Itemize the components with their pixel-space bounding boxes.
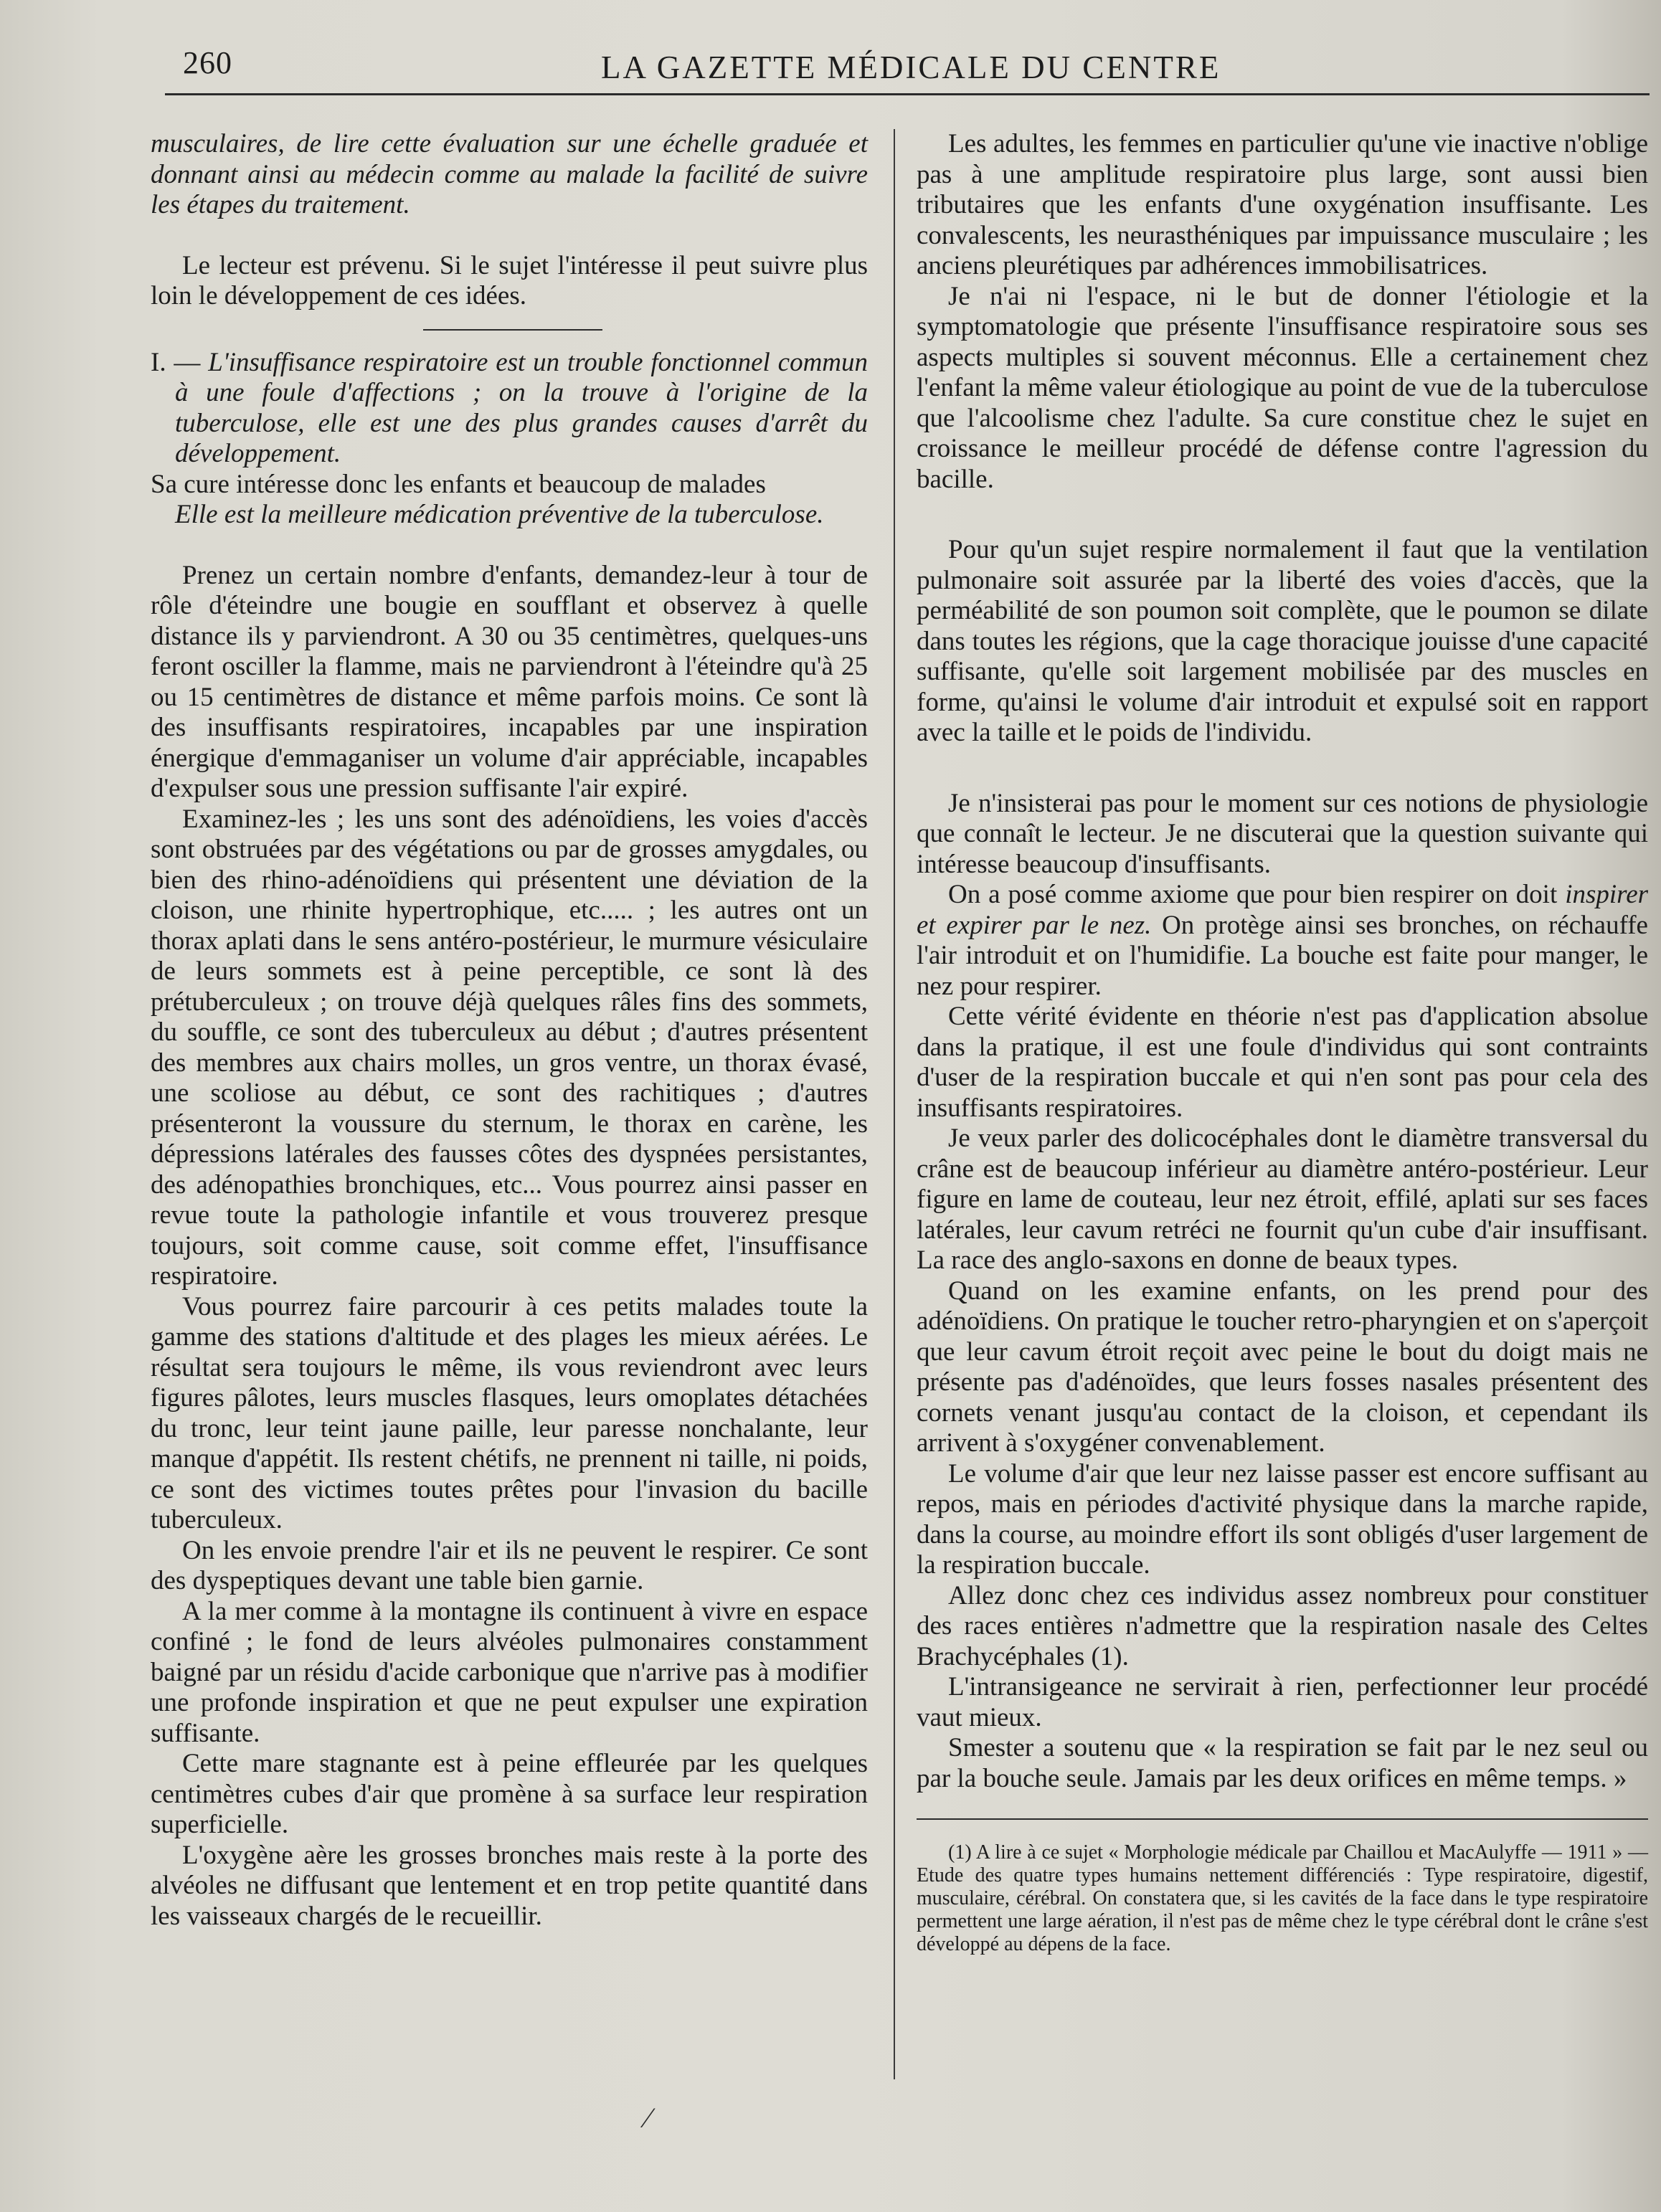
left-column <box>151 129 868 1932</box>
section-heading-line: Sa cure intéresse donc les enfants et beaucoup de malades <box>151 469 766 499</box>
paragraph: L'intransigeance ne servirait à rien, perfectionner leur procédé vaut mieux. <box>917 1672 1648 1732</box>
paragraph: Examinez-les ; les uns sont des adénoïdiens, les voies d'accès sont obstruées par des végétations ou par de grosses amygdales, ou bien des rhino-adénoïdiens qui présentent une déviation de la cloison, une rhinite hypertrophique, etc..... ; les autres ont un thorax aplati dans le sens antéro-postérieur, le murmure vésiculaire de leurs sommets est à peine perceptible, ce sont là des prétuberculeux ; on trouve déjà quelques râles fins des sommets, du souffle, ce sont des tuberculeux au début ; d'autres présentent des membres aux chairs molles, un gros ventre, un thorax évasé, une scoliose au début, ce sont des rachitiques ; d'autres présenteront la voussure du sternum, le thorax en carène, les dépressions latérales des fausses côtes des dyspnées persistantes, des adénopathies bronchiques, etc... Vous pourrez ainsi passer en revue toute la pathologie infantile et vous trouverez presque toujours, soit comme cause, soit comme effet, l'insuffisance respiratoire. <box>151 804 868 1291</box>
section-heading-text: L'insuffisance respiratoire est un trouble fonctionnel commun à une foule d'affections ; on la trouve à l'origine de la tuberculose, elle est une des plus grandes causes d'arrêt du développement. <box>175 347 869 468</box>
paragraph <box>917 880 1648 1002</box>
paragraph: L'oxygène aère les grosses bronches mais reste à la porte des alvéoles ne diffusant que lentement et en trop petite quantité dans les vaisseaux chargés de le recueillir. <box>151 1840 868 1931</box>
section-heading-line: Elle est la meilleure médication préventive de la tuberculose. <box>175 500 824 529</box>
page-header <box>165 42 1650 92</box>
paragraph: A la mer comme à la montagne ils continuent à vivre en espace confiné ; le fond de leurs alvéoles pulmonaires constamment baigné par un résidu d'acide carbonique que n'arrive pas à modifier une profonde inspiration et que ne peut expulser une expiration suffisante. <box>151 1596 868 1748</box>
right-column <box>917 129 1648 1956</box>
paragraph: Cette mare stagnante est à peine effleurée par les quelques centimètres cubes d'air que promène à sa surface leur respiration superficielle. <box>151 1749 868 1839</box>
paragraph: Pour qu'un sujet respire normalement il faut que la ventilation pulmonaire soit assurée par la liberté des voies d'accès, que la perméabilité de son poumon soit complète, que le poumon se dilate dans toutes les régions, que la cage thoracique jouisse d'une capacité suffisante, qu'elle soit largement mobilisée par des muscles en forme, qu'ainsi le volume d'air introduit et expulsé soit en rapport avec la taille et le poids de l'individu. <box>917 535 1648 747</box>
paragraph: Prenez un certain nombre d'enfants, demandez-leur à tour de rôle d'éteindre une bougie en soufflant et observez à quelle distance ils y parviendront. A 30 ou 35 centimètres, quelques-uns feront osciller la flamme, mais ne parviendront à l'éteindre qu'à 25 ou 15 centimètres de distance et même parfois moins. Ce sont là des insuffisants respiratoires, incapables par une inspiration énergique d'emmaganiser un volume d'air appréciable, incapables d'expulser sous une pression suffisante l'air expiré. <box>151 560 868 803</box>
paragraph: Je n'insisterai pas pour le moment sur ces notions de physiologie que connaît le lecteur. Je ne discuterai que la question suivante qui intéresse beaucoup d'insuffisants. <box>917 788 1648 879</box>
section-divider <box>423 329 602 331</box>
section-heading <box>151 348 868 470</box>
header-rule <box>165 93 1650 95</box>
paragraph: Les adultes, les femmes en particulier qu'une vie inactive n'oblige pas à une amplitude respiratoire plus large, sont aussi bien tributaires que les enfants d'une oxygénation insuffisante. Les convalescents, les neurasthéniques par impuissance musculaire ; les anciens pleurétiques par adhérences immobilisatrices. <box>917 129 1648 280</box>
paragraph: Le lecteur est prévenu. Si le sujet l'intéresse il peut suivre plus loin le développement de ces idées. <box>151 250 868 310</box>
footnote: (1) A lire à ce sujet « Morphologie médicale par Chaillou et MacAulyffe — 1911 » — Etude des quatre types humains nettement différenciés : Type respiratoire, digestif, musculaire, cérébral. On constatera que, si les cavités de la face dans le type respiratoire permettent une large aération, il n'est pas de même chez le type cérébral dont le crâne s'est développé au dépens de la face. <box>917 1841 1648 1955</box>
paragraph: musculaires, de lire cette évaluation sur une échelle graduée et donnant ainsi au médecin comme au malade la facilité de suivre les étapes du traitement. <box>151 129 868 219</box>
paragraph: Cette vérité évidente en théorie n'est pas d'application absolue dans la pratique, il est une foule d'individus qui sont contraints d'user de la respiration buccale et qui n'en sont pas pour cela des insuffisants respiratoires. <box>917 1002 1648 1123</box>
paragraph: Je n'ai ni l'espace, ni le but de donner l'étiologie et la symptomatologie que présente l'insuffisance respiratoire sous ses aspects multiples si souvent méconnus. Elle a certainement chez l'enfant la même valeur étiologique au point de vue de la tuberculose que l'alcoolisme chez l'adulte. Sa cure constitue chez le sujet en croissance le meilleur procédé de défense contre l'agression du bacille. <box>917 281 1648 494</box>
paragraph: Je veux parler des dolicocéphales dont le diamètre transversal du crâne est de beaucoup inférieur au diamètre antéro-postérieur. Leur figure en lame de couteau, leur nez étroit, effilé, aplati sur ses faces latérales, leur cavum retréci ne fournit qu'un cube d'air insuffisant. La race des anglo-saxons en donne de beaux types. <box>917 1124 1648 1275</box>
paragraph: Smester a soutenu que « la respiration se fait par le nez seul ou par la bouche seule. Jamais par les deux orifices en même temps. » <box>917 1733 1648 1793</box>
paragraph-text: On a posé comme axiome que pour bien respirer on doit <box>948 880 1558 909</box>
paragraph-text: On protège ainsi ses bronches, on réchauffe l'air introduit et on l'humidifie. La bouche est faite pour manger, le nez pour respirer. <box>917 910 1648 1001</box>
paragraph: Quand on les examine enfants, on les prend pour des adénoïdiens. On pratique le toucher retro-pharyngien et on s'aperçoit que leur cavum étroit reçoit avec peine le bout du doigt mais ne présente pas d'adénoïdes, que leurs fosses nasales présentent des cornets venant jusqu'au contact de la cloison, et cependant ils arrivent à s'oxygéner convenablement. <box>917 1276 1648 1458</box>
section-number: I. — <box>151 347 201 377</box>
paragraph: Allez donc chez ces individus assez nombreux pour constituer des races entières n'admettre que la respiration nasale des Celtes Brachycéphales (1). <box>917 1580 1648 1671</box>
running-title: LA GAZETTE MÉDICALE DU CENTRE <box>601 49 1221 85</box>
paragraph: Le volume d'air que leur nez laisse passer est encore suffisant au repos, mais en périodes d'activité physique dans la marche rapide, dans la course, au moindre effort ils sont obligés d'user largement de la respiration buccale. <box>917 1458 1648 1580</box>
print-mark: ⁄ <box>645 2102 650 2134</box>
emphasis: inspirer et expirer par le nez. <box>917 880 1649 940</box>
column-divider <box>894 129 895 2079</box>
paragraph: Vous pourrez faire parcourir à ces petits malades toute la gamme des stations d'altitude et des plages les mieux aérées. Le résultat sera toujours le même, ils vous reviendront avec leurs figures pâlotes, leurs muscles flasques, leurs omoplates détachées du tronc, leur teint jaune paille, leur paresse nonchalante, leur manque d'appétit. Ils restent chétifs, ne prennent ni taille, ni poids, ce sont des victimes toutes prêtes pour l'invasion du bacille tuberculeux. <box>151 1291 868 1534</box>
paragraph: On les envoie prendre l'air et ils ne peuvent le respirer. Ce sont des dyspeptiques devant une table bien garnie. <box>151 1535 868 1595</box>
footnote-rule <box>917 1818 1648 1820</box>
page-number: 260 <box>183 45 232 80</box>
